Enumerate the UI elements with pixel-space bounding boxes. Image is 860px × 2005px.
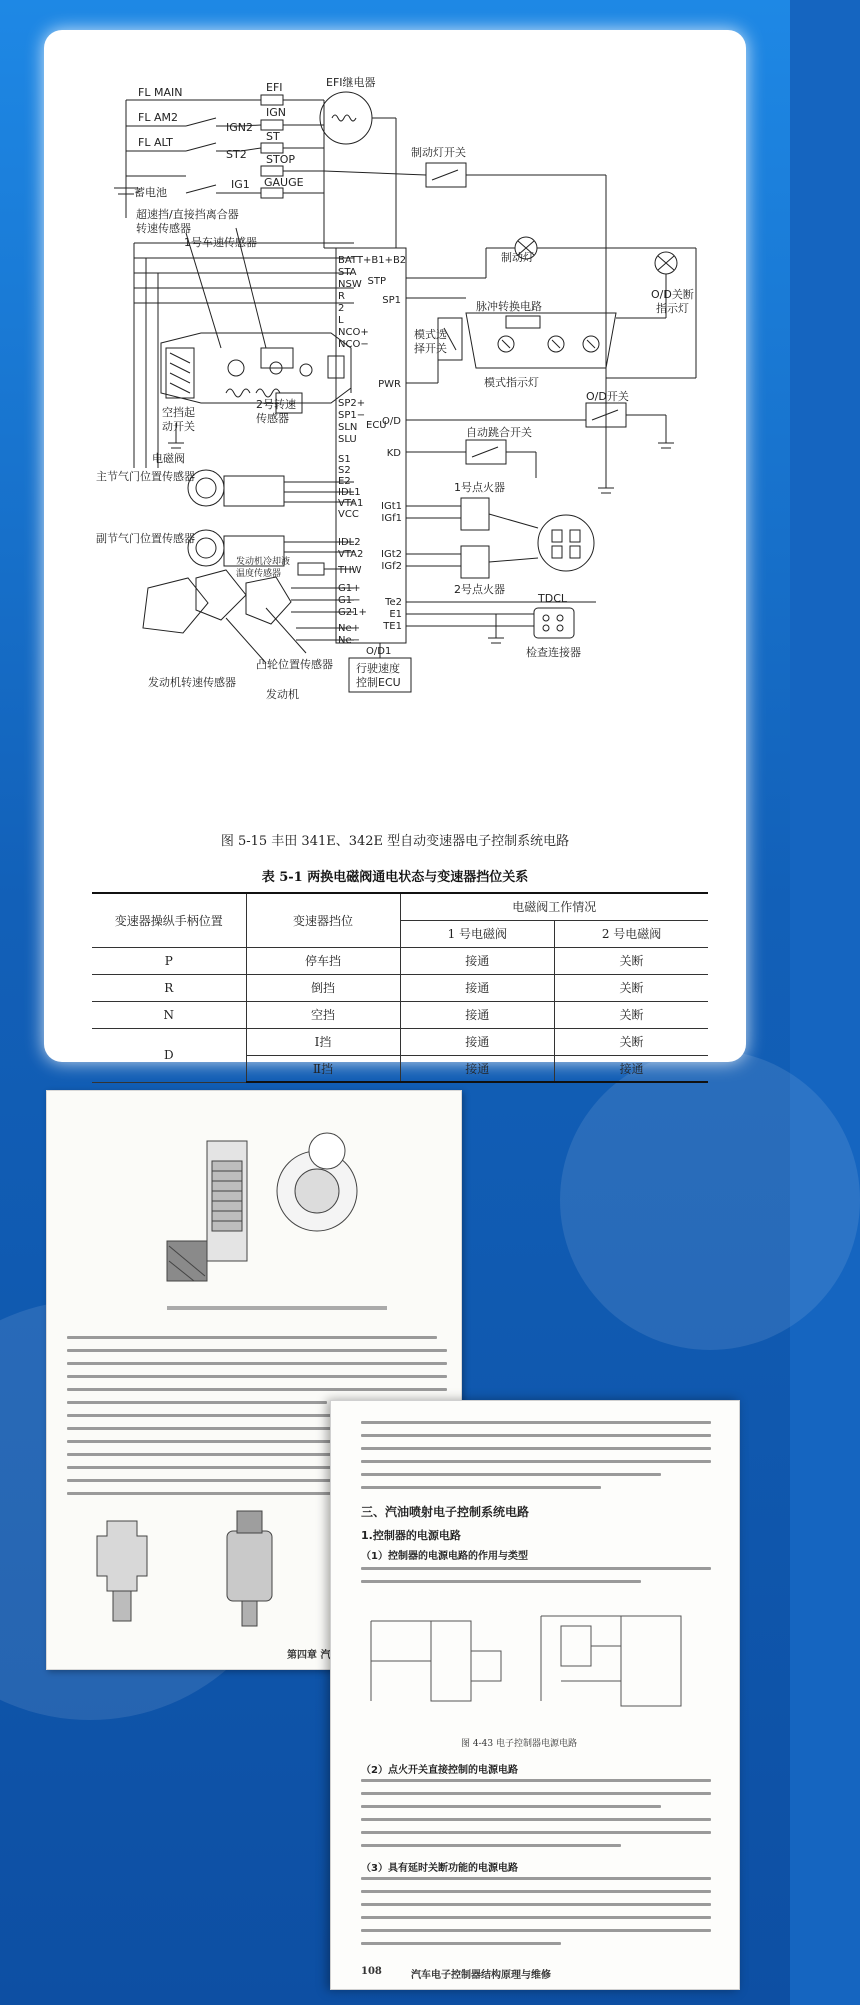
ecu-pin: NSW [338,279,362,290]
text-line [361,1421,711,1424]
table-cell-s1: 接通 [400,1055,555,1082]
label-brake-lamp: 制动灯 [501,251,534,264]
pressure-regulator-illustration [77,1511,327,1631]
page-footer-title: 汽车电子控制器结构原理与维修 [411,1970,551,1981]
ecu-pin: THW [338,565,362,576]
table-cell-gear: 停车挡 [246,947,400,974]
label-solenoid: 电磁阀 [152,452,185,465]
text-line [361,1460,711,1463]
label-ef1: EFI [266,81,283,94]
text-line [361,1929,711,1932]
label-fl-main: FL MAIN [138,86,183,99]
ecu-pin-pwr: PWR [378,379,401,390]
text-line [361,1567,711,1570]
ecu-pin-igt1: IGt1 [381,501,402,512]
ecu-pin-te1: TE1 [383,621,402,632]
table-cell-pos: R [92,974,246,1001]
table-header-sol1: 1 号电磁阀 [400,920,555,947]
text-line [361,1486,601,1489]
table-cell-gear: Ⅰ挡 [246,1028,400,1055]
text-line [67,1336,437,1339]
label-gauge: GAUGE [264,176,304,189]
ecu-pin: NCO− [338,339,369,350]
label-neutral-switch: 空挡起 [162,406,195,419]
label-efi-relay: EFI继电器 [326,76,376,89]
table-cell-s2: 关断 [555,1028,708,1055]
table-row [92,947,708,974]
ecu-label: ECU [366,420,387,431]
table-header-lever: 变速器操纵手柄位置 [92,893,246,947]
text-line [67,1349,447,1352]
ecu-pin: IDL1 [338,487,361,498]
ecu-pin: G21+ [338,607,367,618]
ecu-pin: 2 [338,303,345,314]
text-line [361,1434,711,1437]
table-cell-gear: 倒挡 [246,974,400,1001]
label-mode-lamp: 模式指示灯 [484,376,539,389]
ecu-pin: S2 [338,465,351,476]
label-cruise-ecu: 控制ECU [356,676,401,689]
text-line [361,1805,661,1808]
label-cruise-ecu: 行驶速度 [356,662,400,675]
text-line [361,1831,711,1834]
label-rpm-sensor: 发动机转速传感器 [148,676,236,689]
ecu-pin: E2 [338,476,351,487]
table-cell-s1: 接通 [400,947,555,974]
ecu-pin-igt2: IGt2 [381,549,402,560]
ecu-pin-sp1: SP1 [382,295,401,306]
text-line [361,1916,711,1919]
ecu-pin: SP2+ [338,398,366,409]
page-footer-chapter: 第四章 汽 [287,1650,331,1661]
table-header-sol2: 2 号电磁阀 [555,920,708,947]
power-circuit-figure [361,1601,711,1721]
label-neutral-switch: 动开关 [162,420,195,433]
solenoid-state-table [92,892,708,1083]
ecu-pin: SP1− [338,410,366,421]
label-fl-alt: FL ALT [138,136,173,149]
text-line [361,1890,711,1893]
text-line [361,1473,661,1476]
label-main-tps: 主节气门位置传感器 [96,470,195,483]
label-cam-sensor: 凸轮位置传感器 [256,658,333,671]
table-cell-s2: 关断 [555,947,708,974]
book-page-right [330,1400,740,1990]
table-row [92,1001,708,1028]
ecu-pin-igf2: IGf2 [381,561,402,572]
text-line [67,1401,327,1404]
text-line [361,1942,561,1945]
label-od-lamp: 指示灯 [656,302,689,315]
ecu-pin: S1 [338,454,351,465]
fuel-pump-illustration [167,1131,387,1301]
ecu-pin-kd: KD [386,448,401,459]
ecu-pin: G1− [338,595,361,606]
label-ign2: IGN2 [226,121,253,134]
label-overdrive-sensor: 转速传感器 [136,222,191,235]
label-overdrive-sensor: 超速挡/直接挡离合器 [136,208,239,221]
label-speed-sensor-2: 2号转速 [256,398,296,411]
table-cell-s2: 关断 [555,1001,708,1028]
label-auto-kickdown: 自动跳合开关 [466,426,532,439]
text-line [361,1447,711,1450]
table-row [92,1028,708,1055]
text-line [361,1779,711,1782]
ecu-pin: R [338,291,345,302]
label-ignitor-2: 2号点火器 [454,583,505,596]
table-cell-pos: P [92,947,246,974]
label-speed-sensor-2: 传感器 [256,412,289,425]
label-tdcl: TDCL [538,592,567,605]
ecu-pin-igf1: IGf1 [381,513,402,524]
ecu-pin: L [338,315,344,326]
page-number: 108 [361,1966,382,1977]
subsection-title: （3）具有延时关断功能的电源电路 [361,1863,518,1874]
text-line [361,1818,711,1821]
ecu-pin: VTA2 [338,549,364,560]
ecu-pin-batt: BATT+B1+B2 [338,255,407,266]
label-ig1: IG1 [231,178,250,191]
label-coolant: 发动机冷却液 [236,557,291,567]
table-cell-s1: 接通 [400,1001,555,1028]
table-cell-gear: Ⅱ挡 [246,1055,400,1082]
label-ignitor-1: 1号点火器 [454,481,505,494]
subsection-title: 1.控制器的电源电路 [361,1529,461,1542]
ecu-pin: NCO+ [338,327,369,338]
ecu-pin: Ne− [338,635,361,646]
label-od-switch: O/D开关 [586,390,629,403]
table-cell-pos: N [92,1001,246,1028]
ecu-pin: VCC [338,509,359,520]
text-line [67,1375,447,1378]
ecu-pin: SLU [338,434,357,445]
table-cell-gear: 空挡 [246,1001,400,1028]
label-stop: STOP [266,153,295,166]
ecu-pin: IDL2 [338,537,361,548]
label-speed-sensor-1: 1号车速传感器 [184,236,257,249]
text-line [361,1877,711,1880]
circuit-diagram [66,48,724,828]
table-cell-s2: 接通 [555,1055,708,1082]
label-brake-switch: 制动灯开关 [411,146,466,159]
label-coolant: 温度传感器 [236,569,282,579]
table-title: 表 5-1 两换电磁阀通电状态与变速器挡位关系 [261,870,529,885]
text-line [67,1466,367,1469]
background-glow [560,1050,860,1350]
ecu-pin-od: O/D [382,416,401,427]
ecu-pin: STA [338,267,357,278]
ecu-pin-od1: O/D1 [366,646,392,657]
ecu-pin: Ne+ [338,623,361,634]
text-line [361,1844,621,1847]
ecu-pin: SLN [338,422,358,433]
figure-caption: 图 5-15 丰田 341E、342E 型自动变速器电子控制系统电路 [220,834,570,849]
text-line [67,1388,447,1391]
table-cell-pos: D [92,1028,246,1082]
subsection-title: （1）控制器的电源电路的作用与类型 [361,1551,528,1562]
label-mode-switch: 模式选 [414,328,447,341]
text-line [361,1792,711,1795]
label-st: ST [266,130,280,143]
figure-caption-4-43: 图 4-43 电子控制器电源电路 [461,1739,577,1749]
table-cell-s1: 接通 [400,1028,555,1055]
label-engine: 发动机 [266,688,299,701]
table-header-gear: 变速器挡位 [246,893,400,947]
section-title: 三、汽油喷射电子控制系统电路 [361,1505,530,1519]
label-check-connector: 检查连接器 [526,646,581,659]
label-fl-am2: FL AM2 [138,111,178,124]
table-header-group: 电磁阀工作情况 [400,893,708,920]
caption-line [167,1306,387,1310]
table-cell-s1: 接通 [400,974,555,1001]
label-sub-tps: 副节气门位置传感器 [96,532,195,545]
table-row [92,974,708,1001]
subsection-title: （2）点火开关直接控制的电源电路 [361,1765,518,1776]
text-line [67,1362,447,1365]
label-st2: ST2 [226,148,247,161]
text-line [361,1580,641,1583]
label-battery: 蓄电池 [134,186,167,199]
ecu-pin-stp: STP [367,276,386,287]
label-pulse-circuit: 脉冲转换电路 [476,300,542,313]
label-ign: IGN [266,106,286,119]
text-line [361,1903,711,1906]
label-od-lamp: O/D关断 [651,288,694,301]
table-cell-s2: 关断 [555,974,708,1001]
ecu-pin-e1: E1 [389,609,402,620]
circuit-diagram-card [44,30,746,1076]
ecu-pin: VTA1 [338,498,364,509]
ecu-pin: G1+ [338,583,361,594]
ecu-pin-te2: Te2 [385,597,402,608]
label-mode-switch: 择开关 [414,342,447,355]
